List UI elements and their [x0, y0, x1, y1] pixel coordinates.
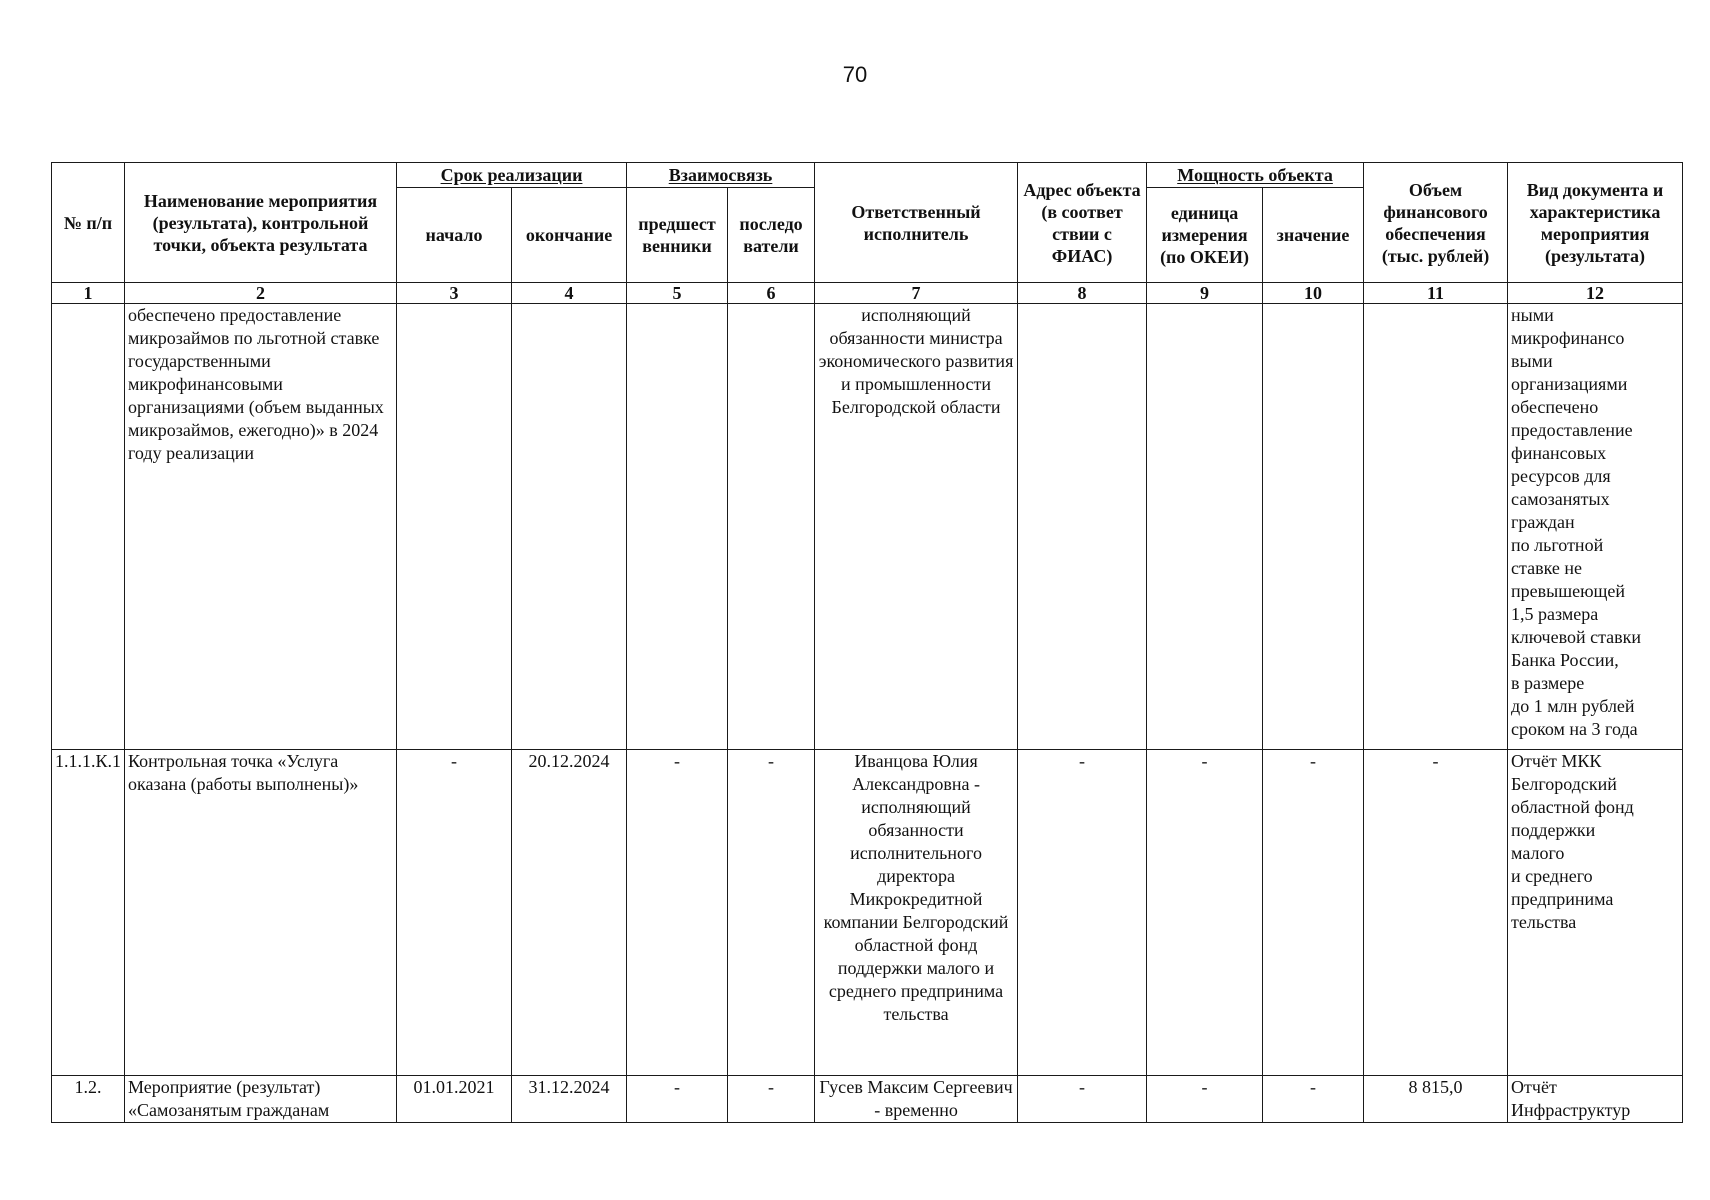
- column-number: 8: [1018, 283, 1147, 304]
- header-capacity-group: Мощность объекта: [1147, 163, 1364, 188]
- row-end: [512, 304, 627, 750]
- row-responsible: Иванцова Юлия Александровна - исполняющий обязанности исполнительного директора Микрокредитной компании Белгородский областной фонд поддержки малого и среднего предпринима тельства: [815, 750, 1018, 1076]
- column-number: 12: [1508, 283, 1683, 304]
- page-number: 70: [842, 62, 868, 87]
- column-number: 4: [512, 283, 627, 304]
- row-responsible: исполняющий обязанности министра экономического развития и промышленности Белгородской области: [815, 304, 1018, 750]
- column-number: 7: [815, 283, 1018, 304]
- row-value: [1263, 304, 1364, 750]
- header-address: Адрес объекта (в соответ ствии с ФИАС): [1018, 163, 1147, 283]
- header-end: окончание: [512, 188, 627, 283]
- header-number: № п/п: [52, 163, 125, 283]
- row-successors: -: [728, 1076, 815, 1123]
- row-value: -: [1263, 750, 1364, 1076]
- row-successors: [728, 304, 815, 750]
- header-document: Вид документа и характеристика мероприятия (результата): [1508, 163, 1683, 283]
- row-responsible: Гусев Максим Сергеевич - временно: [815, 1076, 1018, 1123]
- column-number: 6: [728, 283, 815, 304]
- row-predecessors: -: [627, 750, 728, 1076]
- row-finance: 8 815,0: [1364, 1076, 1508, 1123]
- column-number: 10: [1263, 283, 1364, 304]
- header-name: Наименование мероприятия (результата), контрольной точки, объекта результата: [125, 163, 397, 283]
- row-document: Отчёт Инфраструктур: [1508, 1076, 1683, 1123]
- column-number: 11: [1364, 283, 1508, 304]
- header-finance: Объем финансового обеспечения (тыс. рублей): [1364, 163, 1508, 283]
- header-row: [52, 163, 1683, 188]
- column-number: 1: [52, 283, 125, 304]
- row-document: Отчёт МКК Белгородский областной фонд поддержки малого и среднего предпринима тельства: [1508, 750, 1683, 1076]
- row-unit: [1147, 304, 1263, 750]
- column-number: 3: [397, 283, 512, 304]
- table-row: [52, 1076, 1683, 1123]
- row-number: 1.2.: [52, 1076, 125, 1123]
- row-start: -: [397, 750, 512, 1076]
- row-name: Мероприятие (результат) «Самозанятым гражданам: [125, 1076, 397, 1123]
- header-successors: последо ватели: [728, 188, 815, 283]
- activities-table: [51, 162, 1683, 1123]
- column-number: 9: [1147, 283, 1263, 304]
- column-number-row: [52, 283, 1683, 304]
- row-start: 01.01.2021: [397, 1076, 512, 1123]
- header-period-group: Срок реализации: [397, 163, 627, 188]
- table-row: [52, 750, 1683, 1076]
- header-responsible: Ответственный исполнитель: [815, 163, 1018, 283]
- row-number: 1.1.1.К.1: [52, 750, 125, 1076]
- column-number: 2: [125, 283, 397, 304]
- row-finance: -: [1364, 750, 1508, 1076]
- row-start: [397, 304, 512, 750]
- row-predecessors: [627, 304, 728, 750]
- row-end: 31.12.2024: [512, 1076, 627, 1123]
- row-address: -: [1018, 750, 1147, 1076]
- row-document: ными микрофинансо выми организациями обеспечено предоставление финансовых ресурсов для самозанятых граждан по льготной ставке не превышеющей 1,5 размера ключевой ставки Банка России, в размере до 1 млн рублей сроком на 3 года: [1508, 304, 1683, 750]
- row-finance: [1364, 304, 1508, 750]
- header-predecessors: предшест венники: [627, 188, 728, 283]
- row-successors: -: [728, 750, 815, 1076]
- header-value: значение: [1263, 188, 1364, 283]
- row-name: обеспечено предоставление микрозаймов по льготной ставке государственными микрофинансовыми организациями (объем выданных микрозаймов, ежегодно)» в 2024 году реализации: [125, 304, 397, 750]
- row-address: -: [1018, 1076, 1147, 1123]
- row-number: [52, 304, 125, 750]
- row-name: Контрольная точка «Услуга оказана (работы выполнены)»: [125, 750, 397, 1076]
- row-end: 20.12.2024: [512, 750, 627, 1076]
- column-number: 5: [627, 283, 728, 304]
- row-address: [1018, 304, 1147, 750]
- row-unit: -: [1147, 750, 1263, 1076]
- row-unit: -: [1147, 1076, 1263, 1123]
- header-start: начало: [397, 188, 512, 283]
- header-unit: единица измерения (по ОКЕИ): [1147, 188, 1263, 283]
- header-relation-group: Взаимосвязь: [627, 163, 815, 188]
- row-value: -: [1263, 1076, 1364, 1123]
- table-row: [52, 304, 1683, 750]
- row-predecessors: -: [627, 1076, 728, 1123]
